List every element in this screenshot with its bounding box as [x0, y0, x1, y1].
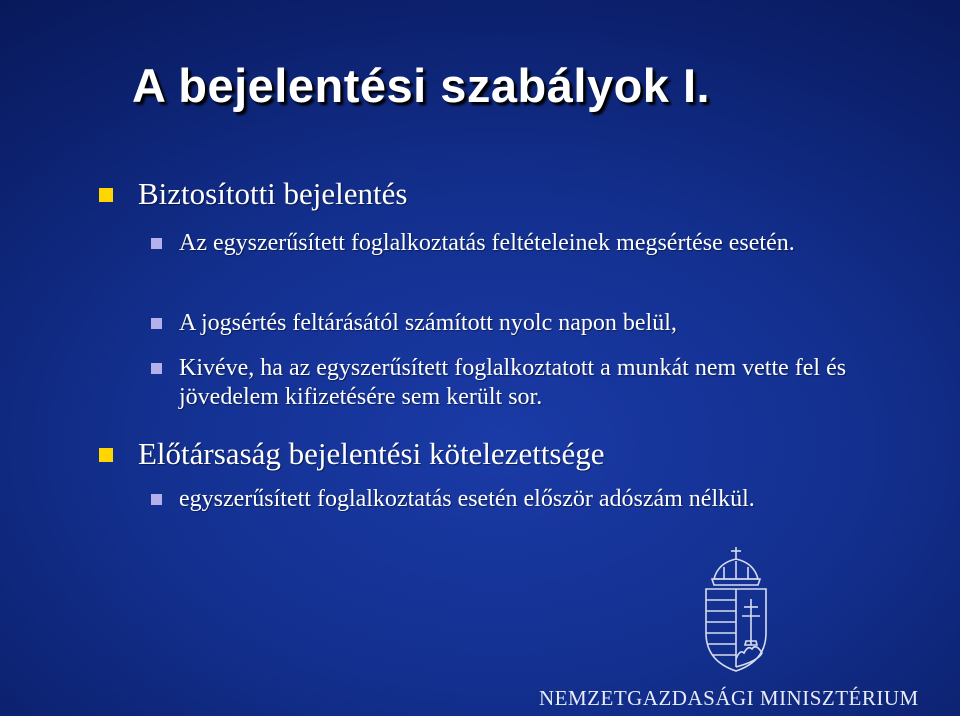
section-heading: Biztosítotti bejelentés	[138, 176, 408, 211]
bullet-text: egyszerűsített foglalkoztatás esetén először adószám nélkül.	[179, 486, 755, 512]
section-heading: Előtársaság bejelentési kötelezettsége	[138, 436, 605, 471]
ministry-name: NEMZETGAZDASÁGI MINISZTÉRIUM	[539, 686, 919, 710]
square-bullet-icon	[151, 238, 162, 249]
square-bullet-icon	[151, 494, 162, 505]
bullet-text: Kivéve, ha az egyszerűsített foglalkoztatott a munkát nem vette fel és jövedelem kifizetésére sem került sor.	[179, 355, 847, 410]
slide-title: A bejelentési szabályok I.	[132, 59, 711, 112]
square-bullet-icon	[151, 318, 162, 329]
bullet-text: Az egyszerűsített foglalkoztatás feltételeinek megsértése esetén.	[179, 230, 795, 256]
hungarian-coat-of-arms-icon	[698, 545, 774, 675]
bullet-text: A jogsértés feltárásától számított nyolc napon belül,	[179, 310, 677, 336]
square-bullet-icon	[99, 188, 113, 202]
square-bullet-icon	[99, 448, 113, 462]
square-bullet-icon	[151, 363, 162, 374]
